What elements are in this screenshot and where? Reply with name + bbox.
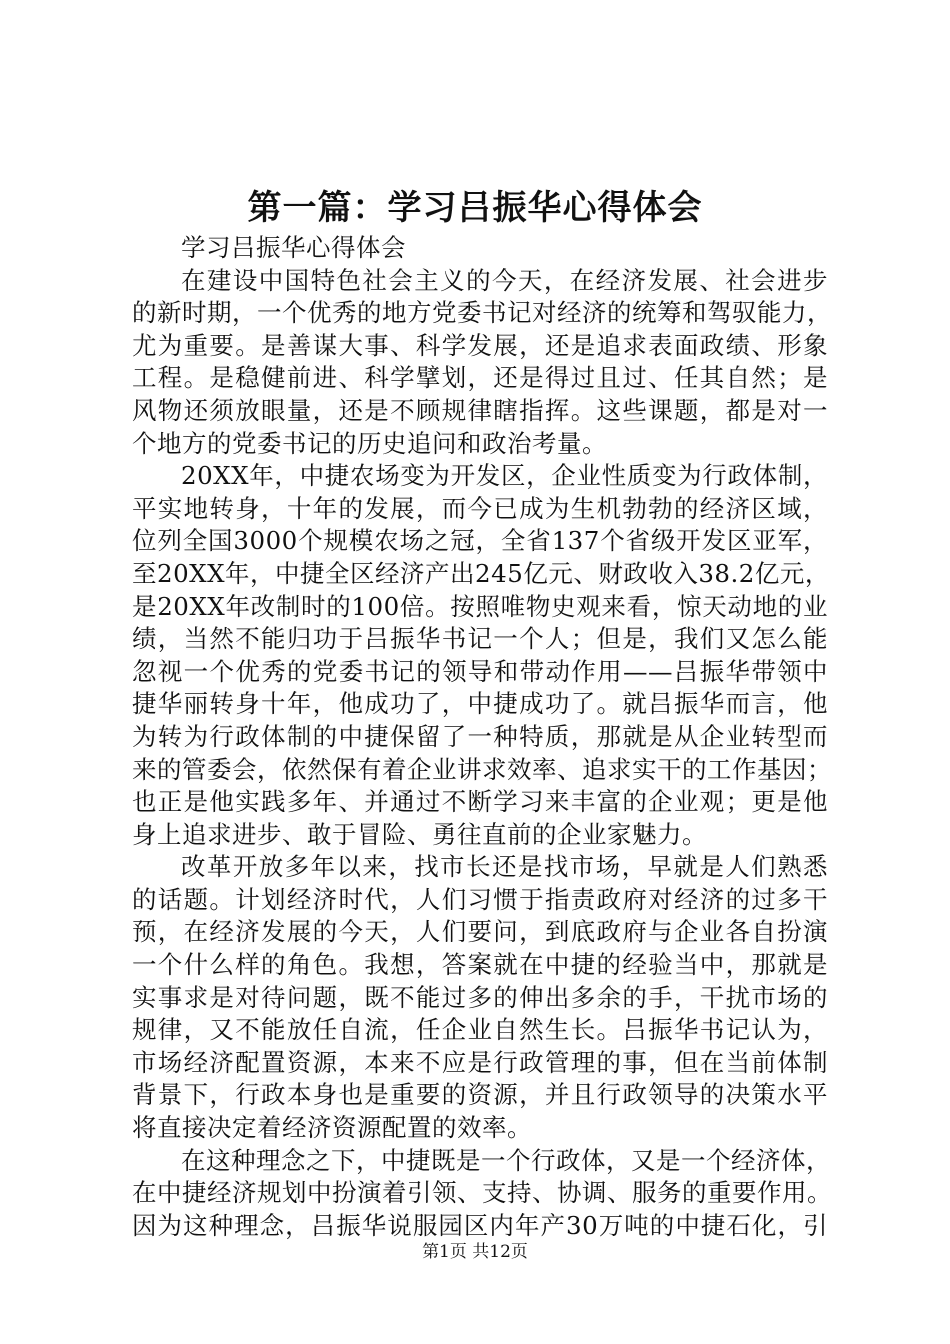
text-line: 身上追求进步、敢于冒险、勇往直前的企业家魅力。 (132, 819, 707, 849)
text-line: 学习吕振华心得体会 (181, 233, 406, 262)
text-line: 实事求是对待问题，既不能过多的伸出多余的手，干扰市场的 (132, 982, 828, 1012)
text-line: 预，在经济发展的今天，人们要问，到底政府与企业各自扮演 (132, 917, 828, 947)
text-line: 位列全国3000个规模农场之冠，全省137个省级开发区亚军， (132, 526, 828, 556)
text-line: 也正是他实践多年、并通过不断学习来丰富的企业观；更是他 (132, 787, 828, 817)
text-line: 是20XX年改制时的100倍。按照唯物史观来看，惊天动地的业 (132, 591, 828, 621)
page-footer: 第1页 共12页 (422, 1242, 528, 1262)
text-line: 一个什么样的角色。我想，答案就在中捷的经验当中，那就是 (132, 950, 828, 980)
document-body (132, 232, 832, 1242)
text-line: 捷华丽转身十年，他成功了，中捷成功了。就吕振华而言，他 (132, 689, 828, 719)
text-line: 的话题。计划经济时代，人们习惯于指责政府对经济的过多干 (132, 884, 828, 914)
text-line: 改革开放多年以来，找市长还是找市场，早就是人们熟悉 (181, 852, 828, 882)
text-line: 个地方的党委书记的历史追问和政治考量。 (132, 428, 607, 458)
text-line: 市场经济配置资源，本来不应是行政管理的事，但在当前体制 (132, 1047, 828, 1077)
text-line: 为转为行政体制的中捷保留了一种特质，那就是从企业转型而 (132, 721, 828, 751)
text-line: 20XX年，中捷农场变为开发区，企业性质变为行政体制， (181, 461, 828, 491)
text-line: 在建设中国特色社会主义的今天，在经济发展、社会进步 (181, 265, 828, 295)
text-line: 工程。是稳健前进、科学擘划，还是得过且过、任其自然；是 (132, 363, 828, 393)
text-line: 的新时期，一个优秀的地方党委书记对经济的统筹和驾驭能力， (132, 298, 832, 328)
text-line: 在中捷经济规划中扮演着引领、支持、协调、服务的重要作用。 (132, 1178, 832, 1208)
text-line: 在这种理念之下，中捷既是一个行政体，又是一个经济体， (181, 1145, 831, 1175)
text-line: 因为这种理念，吕振华说服园区内年产30万吨的中捷石化，引 (132, 1210, 828, 1240)
text-line: 忽视一个优秀的党委书记的领导和带动作用——吕振华带领中 (132, 656, 828, 686)
document-title: 第一篇：学习吕振华心得体会 (247, 188, 703, 228)
text-line: 将直接决定着经济资源配置的效率。 (132, 1113, 532, 1143)
text-line: 背景下，行政本身也是重要的资源，并且行政领导的决策水平 (132, 1080, 828, 1110)
text-line: 绩，当然不能归功于吕振华书记一个人；但是，我们又怎么能 (132, 624, 828, 654)
text-line: 至20XX年，中捷全区经济产出245亿元、财政收入38.2亿元， (132, 558, 830, 588)
text-line: 来的管委会，依然保有着企业讲求效率、追求实干的工作基因； (132, 754, 832, 784)
text-line: 风物还须放眼量，还是不顾规律瞎指挥。这些课题，都是对一 (132, 395, 828, 425)
text-line: 规律，又不能放任自流，任企业自然生长。吕振华书记认为， (132, 1015, 828, 1045)
text-line: 尤为重要。是善谋大事、科学发展，还是追求表面政绩、形象 (132, 330, 828, 360)
text-line: 平实地转身，十年的发展，而今已成为生机勃勃的经济区域， (132, 493, 828, 523)
